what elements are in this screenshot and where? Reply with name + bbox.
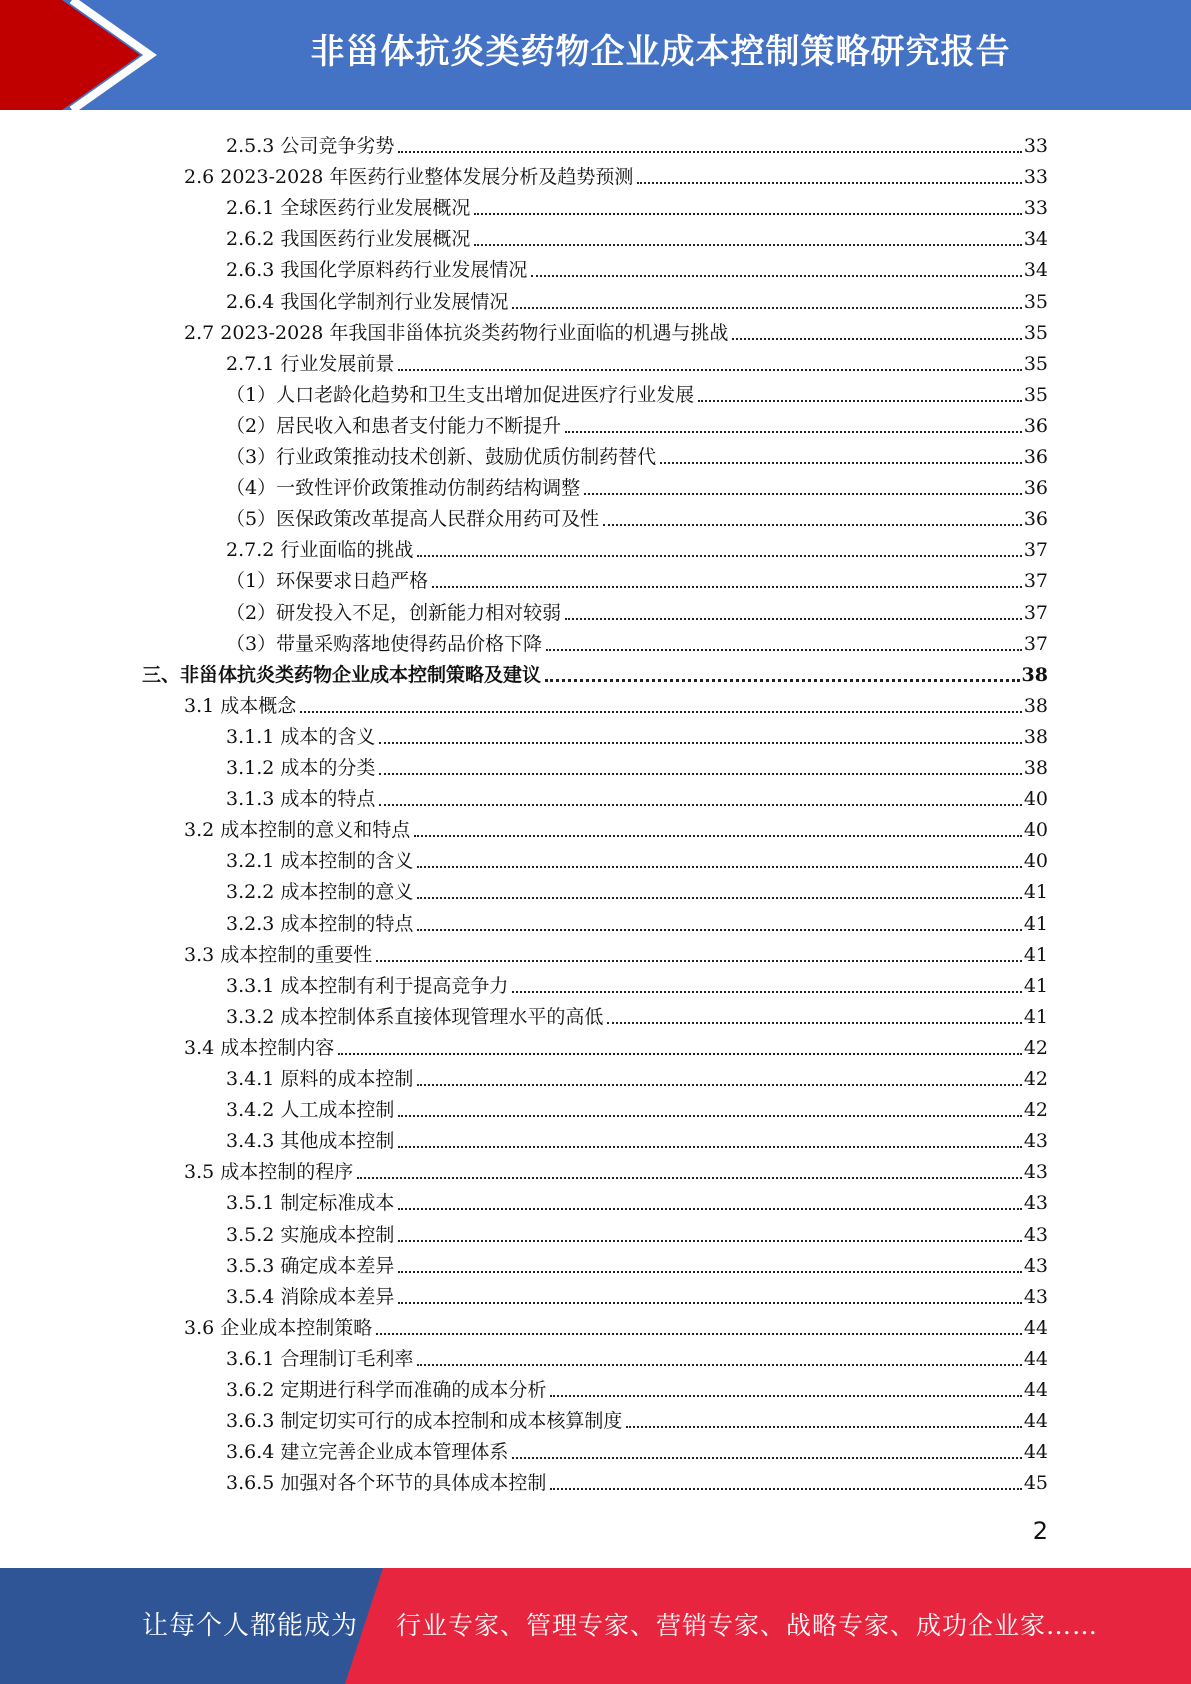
footer-slogan-left: 让每个人都能成为	[142, 1611, 359, 1641]
toc-entry[interactable]	[226, 1061, 1048, 1091]
toc-entry-label: 3.1.3 成本的特点	[226, 788, 376, 811]
toc-dot-leader	[545, 679, 1020, 682]
toc-entry-label: 3.3.2 成本控制体系直接体现管理水平的高低	[226, 1005, 604, 1028]
toc-entry-page: 36	[1023, 446, 1048, 468]
toc-entry-page: 35	[1023, 383, 1048, 406]
toc-dot-leader	[417, 1084, 1021, 1086]
toc-entry[interactable]	[226, 1217, 1048, 1247]
toc-entry[interactable]	[226, 1279, 1048, 1309]
toc-entry-label: 2.5.3 公司竞争劣势	[226, 135, 395, 157]
toc-entry-page: 44	[1023, 1410, 1048, 1433]
toc-entry-label: （2）居民收入和患者支付能力不断提升	[226, 414, 562, 437]
toc-entry-label: 3.4.1 原料的成本控制	[226, 1068, 414, 1090]
toc-entry[interactable]	[226, 284, 1048, 314]
toc-entry[interactable]	[226, 1123, 1048, 1153]
toc-entry-page: 33	[1023, 197, 1048, 220]
toc-dot-leader	[432, 586, 1022, 588]
toc-entry-label: 3.2.3 成本控制的特点	[226, 912, 414, 935]
toc-dot-leader	[531, 275, 1021, 277]
toc-entry-label: 2.6.2 我国医药行业发展概况	[226, 228, 471, 251]
toc-entry[interactable]	[184, 315, 1048, 345]
toc-dot-leader	[398, 151, 1021, 153]
toc-entry[interactable]	[226, 252, 1048, 282]
toc-entry[interactable]	[226, 128, 1048, 158]
toc-entry[interactable]	[226, 750, 1048, 780]
toc-dot-leader	[398, 1208, 1021, 1210]
toc-entry[interactable]	[226, 874, 1048, 904]
toc-entry-label: 3.6.4 建立完善企业成本管理体系	[226, 1441, 509, 1464]
toc-entry-page: 42	[1023, 1099, 1048, 1122]
toc-entry[interactable]	[226, 408, 1048, 438]
toc-entry-page: 37	[1023, 539, 1048, 562]
toc-entry[interactable]	[226, 1465, 1048, 1495]
toc-dot-leader	[376, 1333, 1022, 1335]
toc-dot-leader	[398, 1302, 1021, 1304]
toc-entry-page: 34	[1023, 259, 1048, 282]
toc-entry[interactable]	[226, 781, 1048, 811]
toc-entry-label: （2）研发投入不足，创新能力相对较弱	[226, 601, 562, 624]
toc-dot-leader	[626, 1426, 1021, 1428]
toc-entry-label: 2.6.3 我国化学原料药行业发展情况	[226, 259, 528, 282]
toc-dot-leader	[565, 431, 1022, 433]
toc-entry-page: 43	[1023, 1130, 1048, 1153]
toc-entry[interactable]	[226, 1341, 1048, 1371]
toc-entry-label: 2.7 2023-2028 年我国非甾体抗炎类药物行业面临的机遇与挑战	[184, 321, 729, 344]
toc-entry[interactable]	[226, 626, 1048, 656]
toc-dot-leader	[398, 1146, 1021, 1148]
toc-entry-page: 33	[1023, 135, 1048, 157]
toc-entry-label: 2.6 2023-2028 年医药行业整体发展分析及趋势预测	[184, 166, 634, 189]
toc-dot-leader	[357, 1177, 1022, 1179]
toc-entry[interactable]	[226, 190, 1048, 220]
toc-entry[interactable]	[226, 1372, 1048, 1402]
toc-entry-page: 38	[1023, 725, 1048, 748]
toc-dot-leader	[379, 804, 1021, 806]
toc-entry-page: 43	[1023, 1223, 1048, 1246]
toc-dot-leader	[698, 400, 1022, 402]
toc-entry-page: 36	[1023, 508, 1048, 531]
toc-entry-page: 38	[1021, 663, 1048, 686]
toc-dot-leader	[379, 773, 1021, 775]
toc-entry-page: 43	[1023, 1285, 1048, 1308]
toc-entry-label: 2.7.1 行业发展前景	[226, 352, 395, 375]
page-footer	[0, 1568, 1191, 1684]
toc-entry-page: 42	[1023, 1068, 1048, 1090]
toc-dot-leader	[417, 866, 1021, 868]
toc-entry[interactable]	[226, 1248, 1048, 1278]
toc-entry-label: 3.6.5 加强对各个环节的具体成本控制	[226, 1472, 547, 1495]
toc-entry-label: （3）行业政策推动技术创新、鼓励优质仿制药替代	[226, 446, 657, 468]
toc-entry-page: 45	[1023, 1472, 1048, 1495]
toc-dot-leader	[338, 1053, 1022, 1055]
toc-entry-label: 3.5.1 制定标准成本	[226, 1192, 395, 1215]
toc-entry-label: 3.2.1 成本控制的含义	[226, 850, 414, 873]
toc-entry-label: 3.5.2 实施成本控制	[226, 1223, 395, 1246]
toc-dot-leader	[398, 1240, 1021, 1242]
toc-entry-label: 3.5.4 消除成本差异	[226, 1285, 395, 1308]
toc-entry[interactable]	[226, 563, 1048, 593]
toc-entry[interactable]	[184, 688, 1048, 718]
toc-entry-label: 3.6 企业成本控制策略	[184, 1316, 373, 1339]
toc-entry-label: 3.3.1 成本控制有利于提高竞争力	[226, 974, 509, 997]
toc-entry[interactable]	[226, 532, 1048, 562]
toc-entry[interactable]	[226, 439, 1048, 469]
toc-dot-leader	[512, 991, 1021, 993]
toc-dot-leader	[584, 493, 1022, 495]
toc-entry-page: 38	[1023, 757, 1048, 779]
toc-entry-label: 3.1.1 成本的含义	[226, 725, 376, 748]
toc-entry-page: 41	[1023, 881, 1048, 904]
toc-entry-label: 3.2.2 成本控制的意义	[226, 881, 414, 904]
toc-entry-page: 40	[1023, 788, 1048, 811]
toc-dot-leader	[637, 182, 1021, 184]
toc-entry-page: 44	[1023, 1441, 1048, 1464]
toc-dot-leader	[417, 555, 1021, 557]
toc-dot-leader	[398, 1271, 1021, 1273]
red-arrow-shape	[0, 0, 140, 110]
toc-entry-label: （1）人口老龄化趋势和卫生支出增加促进医疗行业发展	[226, 383, 695, 406]
toc-entry-label: 3.5 成本控制的程序	[184, 1161, 354, 1184]
toc-entry[interactable]	[226, 1092, 1048, 1122]
toc-entry[interactable]	[226, 1185, 1048, 1215]
toc-entry[interactable]	[226, 595, 1048, 625]
toc-entry[interactable]	[184, 937, 1048, 967]
toc-dot-leader	[300, 711, 1022, 713]
toc-entry[interactable]	[184, 1154, 1048, 1184]
toc-entry-page: 37	[1023, 570, 1048, 593]
toc-dot-leader	[398, 1115, 1021, 1117]
toc-entry[interactable]	[184, 812, 1048, 842]
toc-entry-page: 35	[1023, 321, 1048, 344]
toc-entry-label: （4）一致性评价政策推动仿制药结构调整	[226, 477, 581, 500]
toc-entry[interactable]	[226, 906, 1048, 936]
toc-entry[interactable]	[226, 719, 1048, 749]
toc-dot-leader	[512, 307, 1021, 309]
toc-dot-leader	[417, 1364, 1021, 1366]
toc-entry-page: 36	[1023, 477, 1048, 500]
toc-dot-leader	[660, 462, 1022, 464]
toc-entry-label: （3）带量采购落地使得药品价格下降	[226, 632, 543, 655]
toc-dot-leader	[732, 338, 1021, 340]
toc-entry-page: 37	[1023, 601, 1048, 624]
toc-entry-page: 44	[1023, 1316, 1048, 1339]
toc-dot-leader	[565, 618, 1022, 620]
toc-entry-label: 3.5.3 确定成本差异	[226, 1254, 395, 1277]
toc-dot-leader	[414, 835, 1022, 837]
toc-entry-page: 43	[1023, 1161, 1048, 1184]
toc-dot-leader	[376, 960, 1022, 962]
toc-dot-leader	[474, 244, 1021, 246]
toc-dot-leader	[546, 649, 1022, 651]
toc-entry-label: 3.1 成本概念	[184, 694, 297, 717]
toc-entry-label: 3.3 成本控制的重要性	[184, 943, 373, 966]
toc-entry-page: 44	[1023, 1347, 1048, 1370]
toc-entry-label: （1）环保要求日趋严格	[226, 570, 429, 593]
toc-entry-page: 44	[1023, 1379, 1048, 1401]
toc-entry-label: 3.6.2 定期进行科学而准确的成本分析	[226, 1379, 547, 1401]
toc-entry[interactable]	[226, 968, 1048, 998]
toc-entry-page: 35	[1023, 290, 1048, 313]
toc-dot-leader	[398, 369, 1021, 371]
toc-entry-label: 2.6.4 我国化学制剂行业发展情况	[226, 290, 509, 313]
toc-entry-label: 2.6.1 全球医药行业发展概况	[226, 197, 471, 220]
toc-dot-leader	[607, 1022, 1021, 1024]
toc-entry[interactable]	[226, 1403, 1048, 1433]
toc-entry[interactable]	[226, 377, 1048, 407]
toc-entry[interactable]	[184, 1030, 1048, 1060]
toc-entry[interactable]	[226, 221, 1048, 251]
toc-entry-label: 3.4 成本控制内容	[184, 1036, 335, 1059]
toc-entry-page: 37	[1023, 632, 1048, 655]
toc-entry-label: 3.4.2 人工成本控制	[226, 1099, 395, 1122]
toc-entry-page: 40	[1023, 819, 1048, 842]
toc-entry-page: 38	[1023, 694, 1048, 717]
toc-entry[interactable]	[184, 159, 1048, 189]
toc-entry-label: 3.2 成本控制的意义和特点	[184, 819, 411, 842]
toc-entry-page: 43	[1023, 1192, 1048, 1215]
toc-entry[interactable]	[226, 346, 1048, 376]
toc-dot-leader	[603, 524, 1022, 526]
toc-entry-page: 36	[1023, 414, 1048, 437]
toc-entry[interactable]	[226, 470, 1048, 500]
toc-entry-page: 41	[1023, 1005, 1048, 1028]
toc-dot-leader	[512, 1457, 1021, 1459]
page-header	[0, 0, 1191, 110]
toc-entry-page: 33	[1023, 166, 1048, 189]
toc-entry[interactable]	[226, 501, 1048, 531]
toc-entry-label: （5）医保政策改革提高人民群众用药可及性	[226, 508, 600, 531]
toc-dot-leader	[550, 1395, 1021, 1397]
toc-dot-leader	[379, 742, 1021, 744]
toc-entry-label: 3.6.3 制定切实可行的成本控制和成本核算制度	[226, 1410, 623, 1433]
toc-entry-page: 41	[1023, 912, 1048, 935]
report-title: 非甾体抗炎类药物企业成本控制策略研究报告	[310, 32, 1011, 72]
toc-entry-label: 3.1.2 成本的分类	[226, 757, 376, 779]
toc-entry-label: 3.4.3 其他成本控制	[226, 1130, 395, 1153]
toc-entry-label: 2.7.2 行业面临的挑战	[226, 539, 414, 562]
toc-entry[interactable]	[226, 843, 1048, 873]
footer-slogan-right: 行业专家、管理专家、营销专家、战略专家、成功企业家……	[396, 1611, 1099, 1640]
toc-entry-page: 41	[1023, 943, 1048, 966]
toc-dot-leader	[550, 1488, 1021, 1490]
toc-dot-leader	[417, 897, 1021, 899]
toc-entry[interactable]	[142, 657, 1048, 687]
toc-entry-page: 35	[1023, 352, 1048, 375]
toc-entry[interactable]	[226, 999, 1048, 1029]
toc-entry-page: 40	[1023, 850, 1048, 873]
toc-entry-page: 41	[1023, 974, 1048, 997]
page-number: 2	[1032, 1517, 1048, 1545]
toc-entry-page: 34	[1023, 228, 1048, 251]
toc-entry[interactable]	[226, 1434, 1048, 1464]
toc-entry-label: 3.6.1 合理制订毛利率	[226, 1347, 414, 1370]
toc-dot-leader	[417, 929, 1021, 931]
toc-entry[interactable]	[184, 1310, 1048, 1340]
toc-entry-label: 三、非甾体抗炎类药物企业成本控制策略及建议	[142, 663, 542, 686]
toc-entry-page: 43	[1023, 1254, 1048, 1277]
toc-entry-page: 42	[1023, 1036, 1048, 1059]
toc-dot-leader	[474, 213, 1021, 215]
